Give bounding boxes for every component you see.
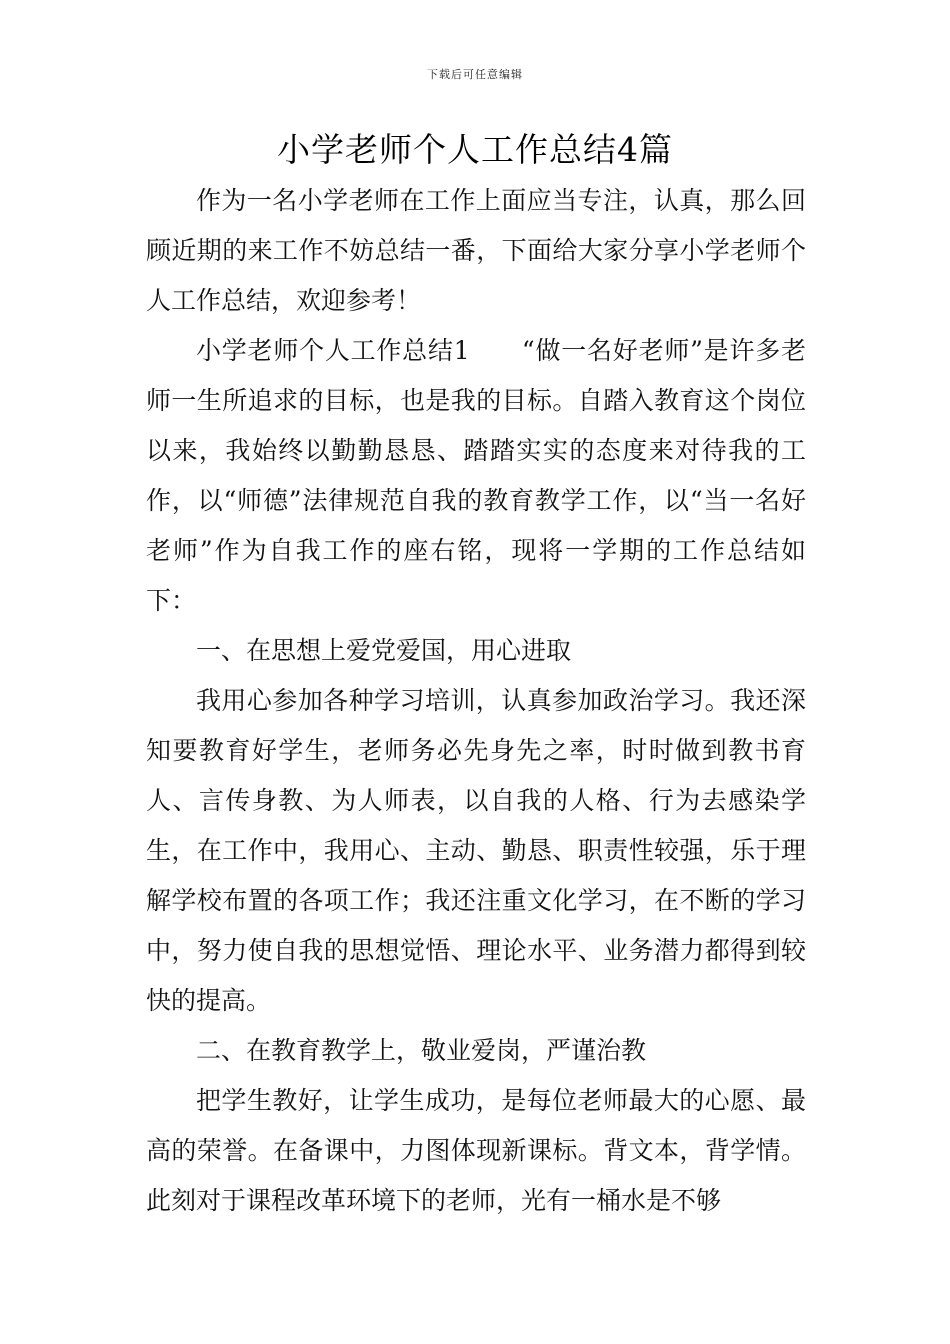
paragraph-section-1: 我用心参加各种学习培训，认真参加政治学习。我还深知要教育好学生，老师务必先身先之率，时时做到教书育人、言传身教、为人师表，以自我的人格、行为去感染学生，在工作中，我用心、主动、勤恳、职责性较强，乐于理解学校布置的各项工作；我还注重文化学习，在不断的学习中，努力使自我的思想觉悟、理论水平、业务潜力都得到较快的提高。 xyxy=(146,686,806,1015)
paragraph-summary-1: 小学老师个人工作总结1 “做一名好老师”是许多老师一生所追求的目标，也是我的目标。自踏入教育这个岗位以来，我始终以勤勤恳恳、踏踏实实的态度来对待我的工作，以“师德”法律规范自我的教育教学工作，以“当一名好老师”作为自我工作的座右铭，现将一学期的工作总结如下： xyxy=(146,336,806,615)
paragraph-section-2: 把学生教好，让学生成功，是每位老师最大的心愿、最高的荣誉。在备课中，力图体现新课标。背文本，背学情。此刻对于课程改革环境下的老师，光有一桶水是不够 xyxy=(146,1086,806,1215)
document-body xyxy=(146,176,806,1226)
document-title: 小学老师个人工作总结4篇 xyxy=(277,130,673,169)
section-heading-2: 二、在教育教学上，敬业爱岗，严谨治教 xyxy=(196,1036,647,1065)
paragraph-intro: 作为一名小学老师在工作上面应当专注，认真，那么回顾近期的来工作不妨总结一番，下面给大家分享小学老师个人工作总结，欢迎参考！ xyxy=(146,186,806,315)
section-heading-1: 一、在思想上爱党爱国，用心进取 xyxy=(196,636,572,665)
page-header-note: 下载后可任意编辑 xyxy=(427,68,523,81)
